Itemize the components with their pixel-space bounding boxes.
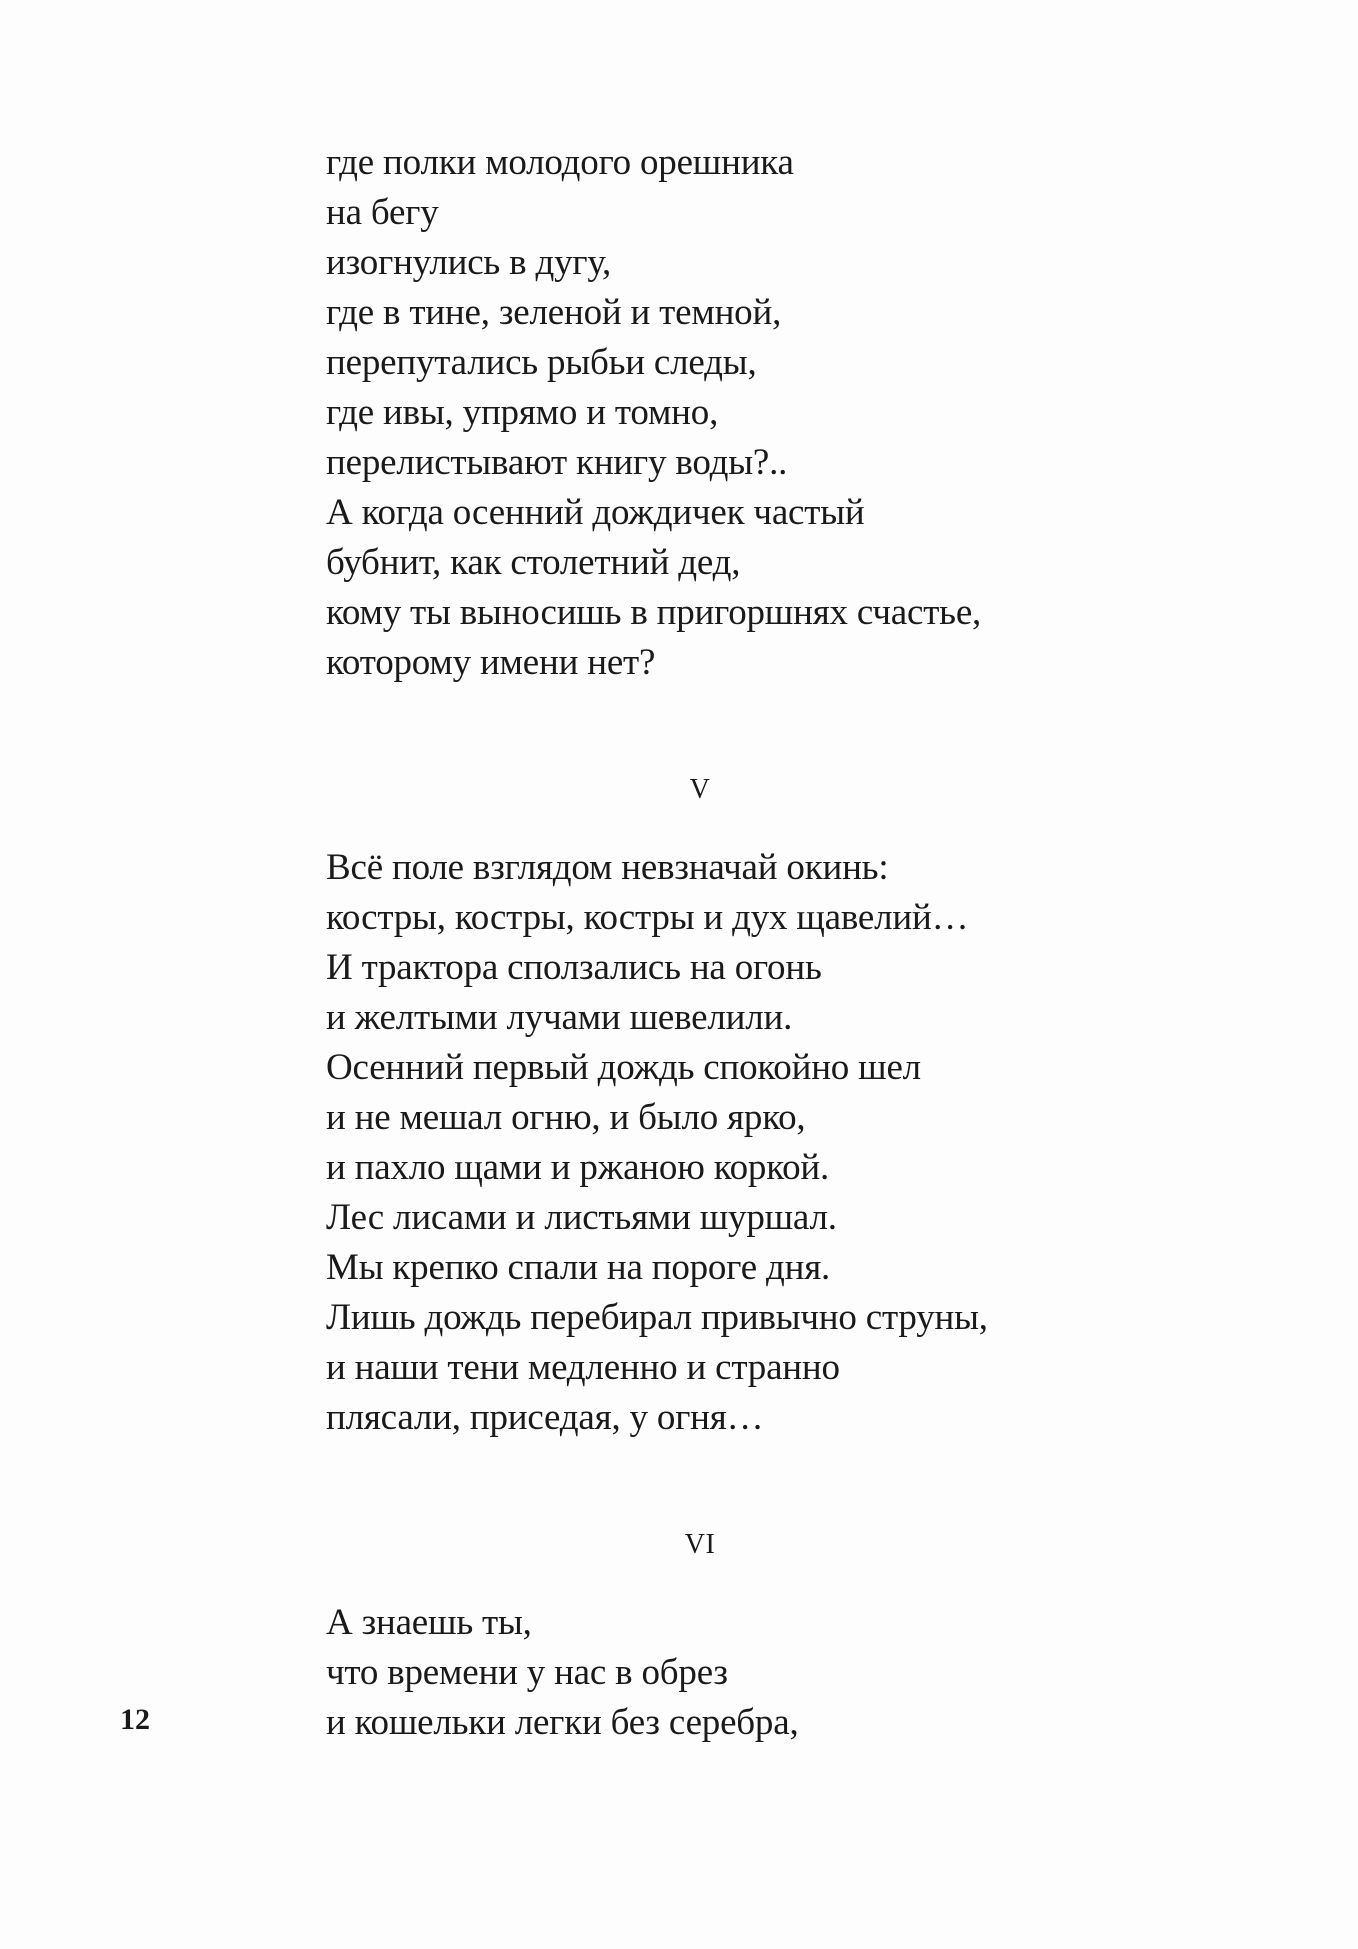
verse-line: которому имени нет? <box>326 642 656 683</box>
verse-line: изогнулись в дугу, <box>326 242 612 283</box>
stanza-v <box>326 843 988 1443</box>
verse-line: бубнит, как столетний дед, <box>326 542 741 583</box>
verse-line: и пахло щами и ржаною коркой. <box>326 1147 830 1188</box>
verse-line: и наши тени медленно и странно <box>326 1347 840 1388</box>
verse-line: кому ты выносишь в пригоршнях счастье, <box>326 592 982 633</box>
verse-line: И трактора сползались на огонь <box>326 947 822 988</box>
verse-line: плясали, приседая, у огня… <box>326 1397 764 1438</box>
verse-line: на бегу <box>326 192 439 233</box>
page-number: 12 <box>120 1703 150 1736</box>
verse-line: где в тине, зеленой и темной, <box>326 292 782 333</box>
section-heading-vi: VI <box>684 1529 716 1560</box>
verse-line: перепутались рыбьи следы, <box>326 342 757 383</box>
verse-line: Лес лисами и листьями шуршал. <box>326 1197 837 1238</box>
verse-line: и не мешал огню, и было ярко, <box>326 1097 806 1138</box>
verse-line: костры, костры, костры и дух щавелий… <box>326 897 969 938</box>
stanza-vi <box>326 1598 799 1748</box>
verse-line: где полки молодого орешника <box>326 142 794 183</box>
verse-line: Мы крепко спали на пороге дня. <box>326 1247 831 1288</box>
verse-line: и желтыми лучами шевелили. <box>326 997 793 1038</box>
verse-line: Всё поле взглядом невзначай окинь: <box>326 847 889 888</box>
stanza-continued <box>326 138 981 688</box>
verse-line: А когда осенний дождичек частый <box>326 492 865 533</box>
verse-line: Осенний первый дождь спокойно шел <box>326 1047 921 1088</box>
section-heading-v: V <box>689 774 711 805</box>
verse-line: перелистывают книгу воды?.. <box>326 442 788 483</box>
verse-line: А знаешь ты, <box>326 1602 532 1643</box>
verse-line: и кошельки легки без серебра, <box>326 1702 799 1743</box>
verse-line: что времени у нас в обрез <box>326 1652 728 1693</box>
verse-line: Лишь дождь перебирал привычно струны, <box>326 1297 988 1338</box>
verse-line: где ивы, упрямо и томно, <box>326 392 719 433</box>
